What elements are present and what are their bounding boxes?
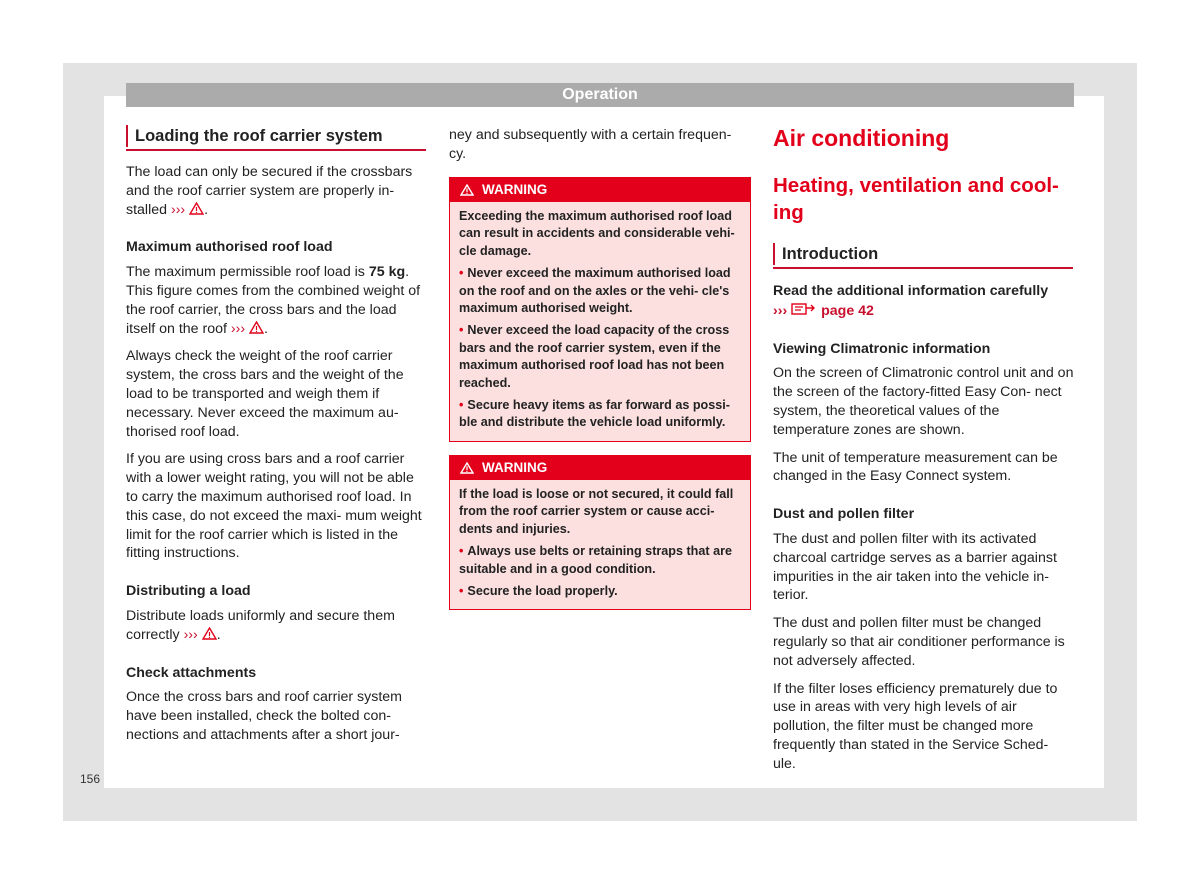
warning-bullet: • Always use belts or retaining straps that are suitable and in a good condition. — [459, 544, 732, 576]
lower-rating-paragraph: If you are using cross bars and a roof carrier with a lower weight rating, you will not be able to carry the maximum authorised roof load. In this case, do not exceed the maxi- mum weight limit for the roof carrier which is listed in the fitting instructions. — [126, 451, 422, 562]
max-load-heading: Maximum authorised roof load — [126, 239, 333, 256]
unit-paragraph: The unit of temperature measurement can be changed in the Easy Connect system. — [773, 449, 1058, 485]
warning-triangle-icon — [189, 202, 204, 215]
max-load-value: 75 kg — [368, 264, 406, 281]
warning-triangle-icon — [460, 462, 474, 474]
max-load-paragraph: The maximum permissible roof load is 75 kg. This figure comes from the combined weight of the roof carrier, the cross bars and the load itself on the roof ››› . — [126, 264, 421, 337]
distributing-heading: Distributing a load — [126, 583, 251, 600]
warning-header: WARNING — [450, 178, 750, 202]
book-reference-icon — [791, 301, 817, 316]
warning-triangle-icon — [460, 184, 474, 196]
warning-triangle-icon — [202, 627, 217, 640]
warning-triangle-icon — [249, 321, 264, 334]
left-column — [126, 163, 428, 745]
section-title-roof-carrier — [135, 127, 383, 146]
warning-body — [450, 202, 750, 441]
reference-arrows-icon: ››› — [773, 302, 788, 319]
warning-box-roof-load — [449, 177, 751, 442]
chapter-title: Air conditioning — [773, 125, 950, 151]
section-rule — [126, 149, 426, 151]
viewing-heading: Viewing Climatronic information — [773, 340, 991, 357]
continuation-paragraph: ney and subsequently with a certain frequen- cy. — [449, 127, 732, 162]
warning-box-loose-load — [449, 455, 751, 610]
reference-arrows-icon[interactable]: ››› — [183, 626, 198, 643]
warning-body — [450, 480, 750, 609]
section-marker — [126, 125, 128, 147]
intro-paragraph: The load can only be secured if the crossbars and the roof carrier system are properly in- stalled ››› . — [126, 164, 413, 218]
warning-header: WARNING — [450, 456, 750, 480]
warning-bullet: • Never exceed the maximum authorised load on the roof and on the axles or the vehi- cle's maximum authorised weight. — [459, 266, 731, 316]
check-weight-paragraph: Always check the weight of the roof carrier system, the cross bars and the weight of the load to be transported and weigh them if necessary. Never exceed the maximum au- thorised roof load. — [126, 348, 404, 440]
intro-title: Introduction — [782, 245, 878, 264]
reference-arrows-icon[interactable]: ››› — [230, 320, 246, 337]
distributing-paragraph: Distribute loads uniformly and secure them correctly ››› . — [126, 607, 395, 643]
page-reference[interactable]: ››› page 42 — [773, 302, 874, 319]
filter-loss-paragraph: If the filter loses efficiency prematurely due to use in areas with very high levels of air pollution, the filter must be changed more frequently than stated in the Service Sched- ule. — [773, 680, 1058, 772]
page-header: Operation — [126, 83, 1074, 107]
section-title-text: Loading the roof carrier system — [135, 127, 383, 145]
page-number: 156 — [80, 772, 101, 786]
section-heading: Heating, ventilation and cool- ing — [773, 174, 1059, 224]
reference-arrows-icon[interactable]: ››› — [170, 201, 186, 218]
filter-paragraph: The dust and pollen filter with its activated charcoal cartridge serves as a barrier against impurities in the air taken into the vehicle in- terior. — [773, 530, 1057, 604]
warning-bullet: • Secure the load properly. — [459, 584, 618, 599]
warning-intro: If the load is loose or not secured, it could fall from the roof carrier system or cause acci- dents and injuries. — [459, 487, 734, 536]
filter-change-paragraph: The dust and pollen filter must be changed regularly so that air conditioner performance is not adversely affected. — [773, 615, 1065, 669]
middle-column — [449, 126, 749, 164]
read-info-heading: Read the additional information carefully — [773, 283, 1049, 299]
filter-heading: Dust and pollen filter — [773, 506, 915, 523]
warning-bullet: • Never exceed the load capacity of the cross bars and the roof carrier system, even if the maximum authorised roof load has not been reached. — [459, 323, 730, 390]
warning-bullet: • Secure heavy items as far forward as possi- ble and distribute the vehicle load uniformly. — [459, 398, 730, 430]
warning-intro: Exceeding the maximum authorised roof load can result in accidents and considerable vehi- cle damage. — [459, 209, 735, 258]
right-column — [773, 282, 1075, 774]
viewing-paragraph: On the screen of Climatronic control unit and on the screen of the factory-fitted Easy Con- nect system, the theoretical values of the temperature zones are shown. — [773, 365, 1074, 438]
section-rule — [773, 267, 1073, 269]
section-marker — [773, 243, 775, 265]
check-attachments-heading: Check attachments — [126, 664, 257, 681]
check-attachments-paragraph: Once the cross bars and roof carrier system have been installed, check the bolted con- nections and attachments after a short jour- — [126, 689, 402, 743]
